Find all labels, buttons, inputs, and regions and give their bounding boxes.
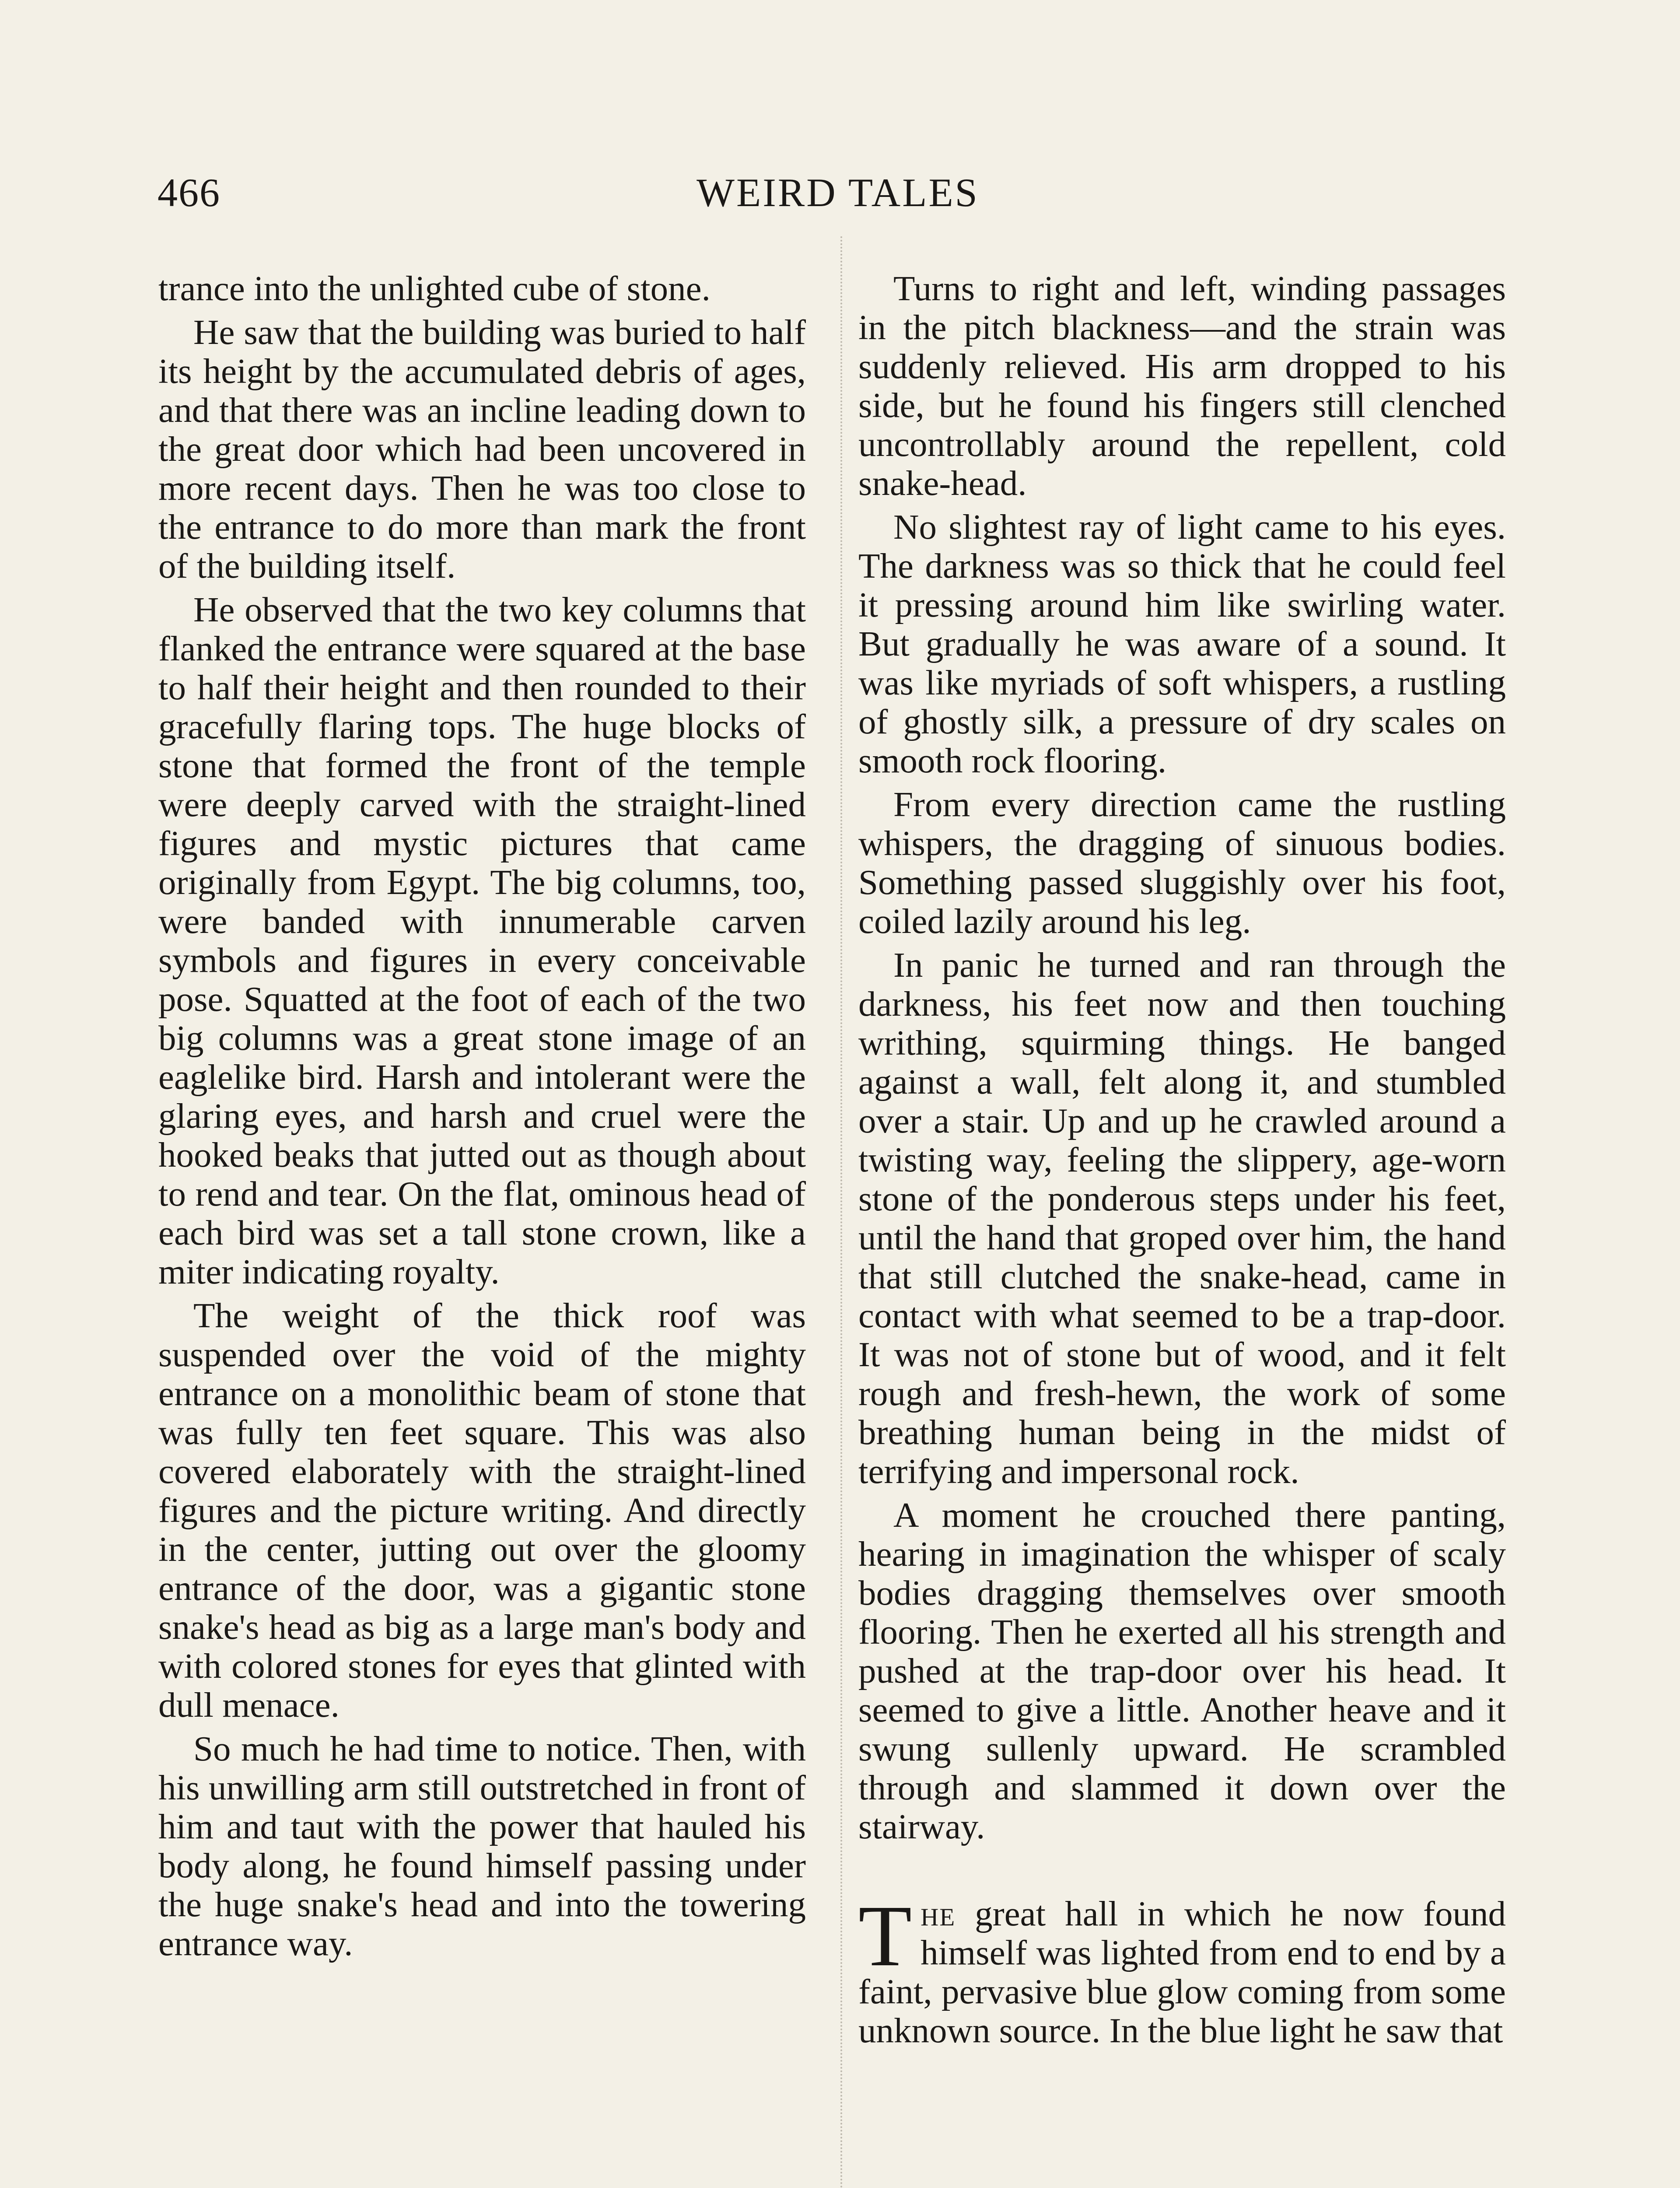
section-opening-text: great hall in which he now found himself was lighted from end to end by a faint, pervasive blue glow coming from some unknown source. In the blue light he saw that xyxy=(858,1894,1506,2050)
page-number: 466 xyxy=(158,170,220,215)
left-column xyxy=(158,269,806,1968)
left-paragraph-2: He saw that the building was buried to half its height by the accumulated debris of ages, and that there was an incline leading down to the great door which had been uncovered in more recent days. Then he was too close to the entrance to do more than mark the front of the building itself. xyxy=(158,312,806,586)
running-title: WEIRD TALES xyxy=(696,170,979,215)
right-paragraph-5: A moment he crouched there panting, hearing in imagination the whisper of scaly bodies dragging themselves over smooth flooring. Then he exerted all his strength and pushed at the trap-door over his head. It seemed to give a little. Another heave and it swung sullenly upward. He scrambled through and slammed it down over the stairway. xyxy=(858,1495,1506,1846)
section-opening-paragraph xyxy=(858,1888,1506,2050)
drop-cap-letter: T xyxy=(858,1888,912,1985)
column-divider xyxy=(840,236,842,2188)
lead-in-small-caps: he xyxy=(920,1894,956,1933)
left-paragraph-1: trance into the unlighted cube of stone. xyxy=(158,269,710,308)
right-paragraph-2: No slightest ray of light came to his eyes. The darkness was so thick that he could feel it pressing around him like swirling water. But gradually he was aware of a sound. It was like myriads of soft whispers, a rustling of ghostly silk, a pressure of dry scales on smooth rock flooring. xyxy=(858,507,1506,780)
left-paragraph-5: So much he had time to notice. Then, with his unwilling arm still outstretched in front of him and taut with the power that hauled his body along, he found himself passing under the huge snake's head and into the towering entrance way. xyxy=(158,1729,806,1963)
right-column xyxy=(858,269,1506,2055)
page-header xyxy=(158,168,1518,225)
right-paragraph-4: In panic he turned and ran through the darkness, his feet now and then touching writhing, squirming things. He banged against a wall, felt along it, and stumbled over a stair. Up and up he crawled around a twisting way, feeling the slippery, age-worn stone of the ponderous steps under his feet, until the hand that groped over him, the hand that still clutched the snake-head, came in contact with what seemed to be a trap-door. It was not of stone but of wood, and it felt rough and fresh-hewn, the work of some breathing human being in the midst of terrifying and impersonal rock. xyxy=(858,945,1506,1491)
left-paragraph-3: He observed that the two key columns that flanked the entrance were squared at the base to half their height and then rounded to their gracefully flaring tops. The huge blocks of stone that formed the front of the temple were deeply carved with the straight-lined figures and mystic pictures that came originally from Egypt. The big columns, too, were banded with innumerable carven symbols and figures in every conceivable pose. Squatted at the foot of each of the two big columns was a great stone image of an eaglelike bird. Harsh and intolerant were the glaring eyes, and harsh and cruel were the hooked beaks that jutted out as though about to rend and tear. On the flat, ominous head of each bird was set a tall stone crown, like a miter indicating royalty. xyxy=(158,590,806,1291)
left-paragraph-4: The weight of the thick roof was suspended over the void of the mighty entrance on a monolithic beam of stone that was fully ten feet square. This was also covered elaborately with the straight-lined figures and the picture writing. And directly in the center, jutting out over the gloomy entrance of the door, was a gigantic stone snake's head as big as a large man's body and with colored stones for eyes that glinted with dull menace. xyxy=(158,1296,806,1725)
right-paragraph-1: Turns to right and left, winding passages in the pitch blackness—and the strain was suddenly relieved. His arm dropped to his side, but he found his fingers still clenched uncontrollably around the repellent, cold snake-head. xyxy=(858,269,1506,503)
right-paragraph-3: From every direction came the rustling whispers, the dragging of sinuous bodies. Something passed sluggishly over his foot, coiled lazily around his leg. xyxy=(858,785,1506,941)
